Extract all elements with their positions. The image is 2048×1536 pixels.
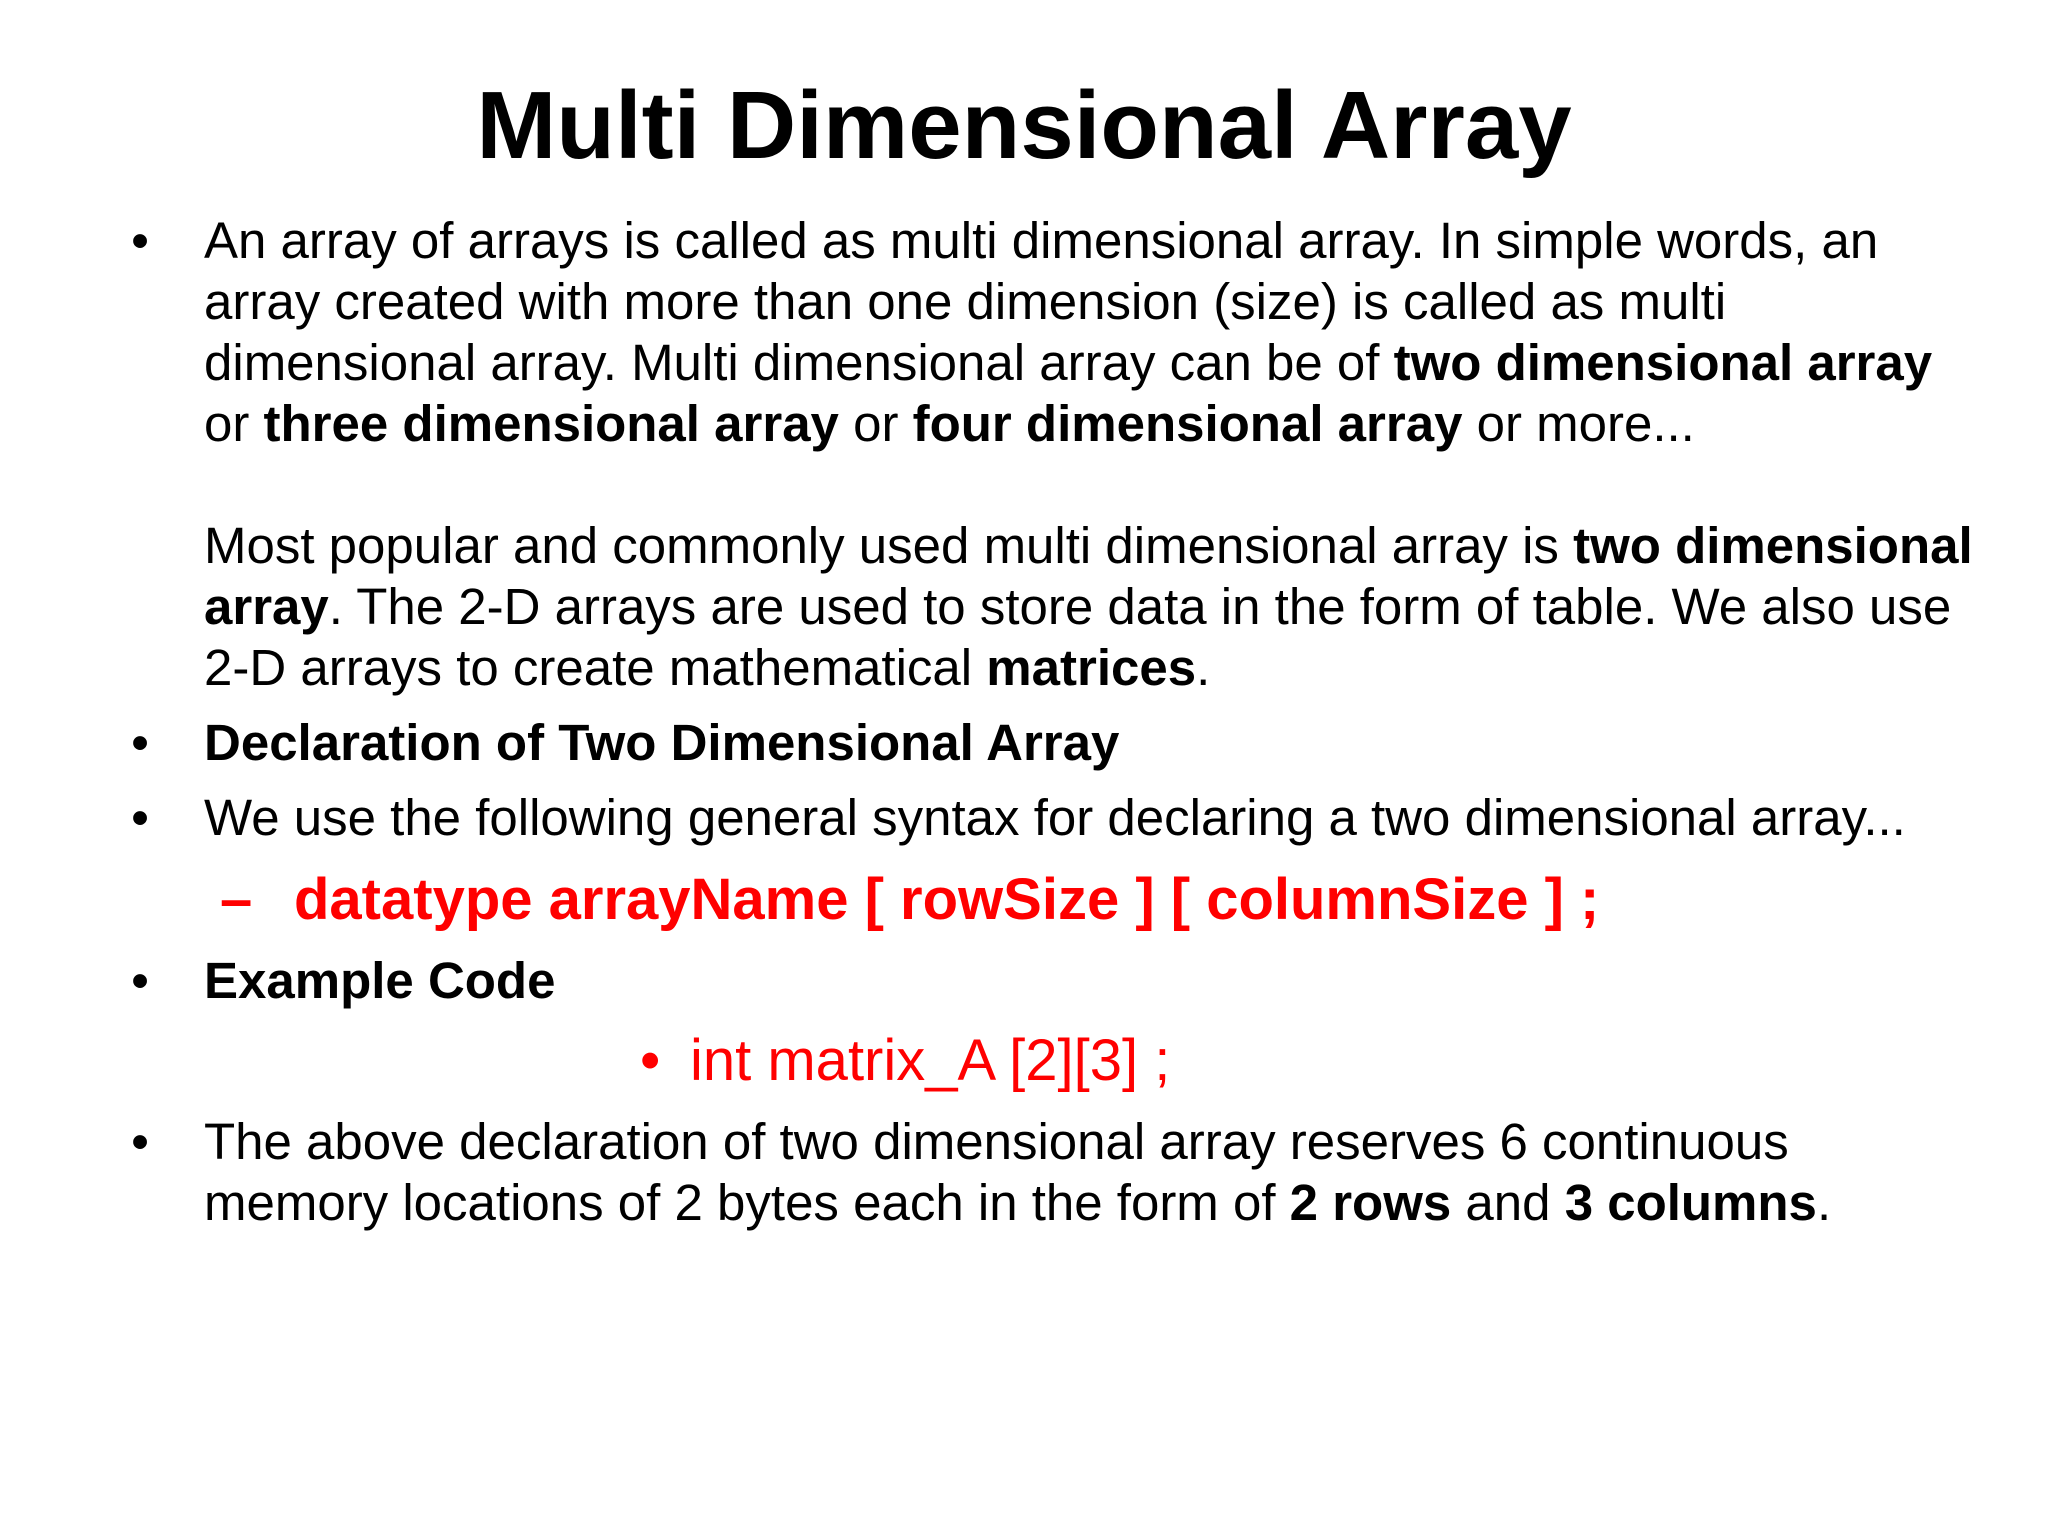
bullet-item-memory-explanation [120,1111,1980,1233]
example-code: int matrix_A [2][3] ; [690,1028,1171,1093]
syntax-line [120,864,1980,936]
bullet-icon: • [640,1028,661,1093]
slide-body [120,210,1980,1233]
bullet-item-syntax-intro [120,787,1980,848]
syntax-intro-text: We use the following general syntax for declaring a two dimensional array... [204,789,1906,846]
bullet-icon: • [131,714,149,771]
bullet-item-example-heading [120,950,1980,1011]
bullet-icon: • [131,1113,149,1170]
example-code-line [120,1025,1980,1097]
popular-paragraph: Most popular and commonly used multi dimensional array is two dimensional array. The 2-D arrays are used to store data in the form of table. We also use 2-D arrays to create mathematical matrices. [204,517,1973,696]
bullet-icon: • [131,789,149,846]
dash-icon: – [220,867,253,932]
example-heading: Example Code [204,952,556,1009]
bullet-icon: • [131,212,149,269]
definition-paragraph: An array of arrays is called as multi dimensional array. In simple words, an array created with more than one dimension (size) is called as multi dimensional array. Multi dimensional array can be of two dimensional array or three dimensional array or four dimensional array or more... [204,212,1933,452]
slide-title: Multi Dimensional Array [476,72,1572,179]
syntax-code: datatype arrayName [ rowSize ] [ columnSize ] ; [294,867,1600,932]
bullet-item-definition [120,210,1980,698]
bullet-icon: • [131,952,149,1009]
bullet-item-declaration-heading [120,712,1980,773]
declaration-heading: Declaration of Two Dimensional Array [204,714,1120,771]
memory-explanation: The above declaration of two dimensional array reserves 6 continuous memory locations of 2 bytes each in the form of 2 rows and 3 columns. [204,1113,1832,1231]
